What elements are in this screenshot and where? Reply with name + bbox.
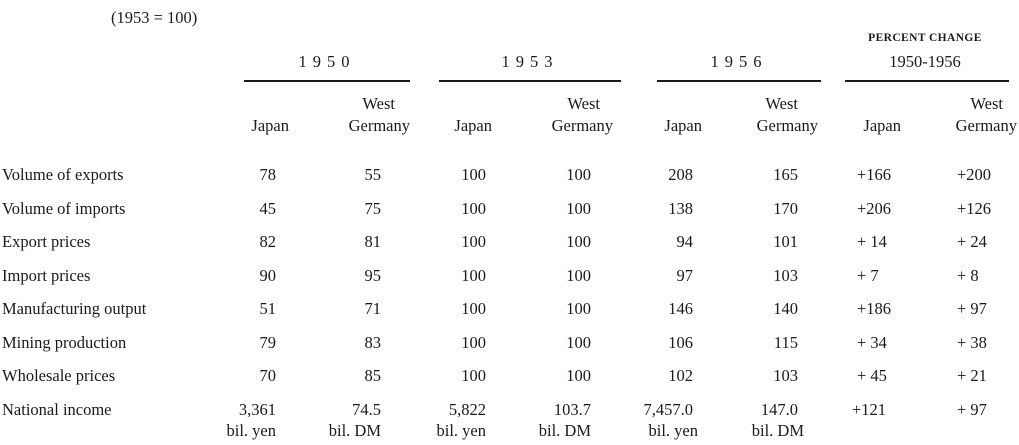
cell-1950-germany: 83 <box>364 333 381 352</box>
cell-1956-japan: 138 <box>668 199 693 218</box>
cell-change-japan: +121 <box>852 400 887 419</box>
cell-1950-japan: 45 <box>259 199 276 218</box>
year-header-1950: 1950 <box>298 52 356 71</box>
cell-1953-japan: 5,822 <box>448 400 486 419</box>
cell-1950-japan: 90 <box>259 266 276 285</box>
unit-label: bil. yen <box>436 421 486 440</box>
cell-1950-japan: 51 <box>259 299 276 318</box>
cell-1953-germany: 100 <box>566 299 591 318</box>
cell-change-germany: + 21 <box>957 366 987 385</box>
cell-1950-japan: 3,361 <box>238 400 276 419</box>
cell-1950-germany: 81 <box>364 232 381 251</box>
cell-1950-germany: 74.5 <box>352 400 381 419</box>
cell-change-germany: + 97 <box>957 400 987 419</box>
cell-1956-germany: 115 <box>773 333 798 352</box>
cell-1956-japan: 106 <box>668 333 693 352</box>
cell-1953-japan: 100 <box>461 199 486 218</box>
cell-1956-japan: 208 <box>668 165 693 184</box>
unit-label: bil. DM <box>538 421 591 440</box>
cell-1956-japan: 7,457.0 <box>643 400 693 419</box>
col-header-japan: Japan <box>454 116 492 135</box>
row-label: Import prices <box>2 266 91 285</box>
cell-1953-japan: 100 <box>461 266 486 285</box>
unit-label: bil. yen <box>648 421 698 440</box>
row-label: Manufacturing output <box>2 299 147 318</box>
col-header-west: West <box>567 94 600 113</box>
base-year-note: (1953 = 100) <box>111 8 198 27</box>
cell-1950-japan: 79 <box>259 333 276 352</box>
row-label: Volume of imports <box>2 199 126 218</box>
col-header-germany: Germany <box>955 116 1017 135</box>
cell-1953-germany: 100 <box>566 199 591 218</box>
cell-1950-germany: 75 <box>364 199 381 218</box>
cell-change-japan: + 7 <box>857 266 879 285</box>
cell-1956-germany: 103 <box>773 366 798 385</box>
cell-1956-germany: 147.0 <box>760 400 798 419</box>
cell-change-germany: + 24 <box>957 232 987 251</box>
cell-1956-japan: 97 <box>676 266 693 285</box>
cell-1953-germany: 100 <box>566 165 591 184</box>
cell-1953-germany: 103.7 <box>553 400 591 419</box>
cell-change-japan: + 34 <box>857 333 887 352</box>
row-label: Volume of exports <box>2 165 124 184</box>
cell-change-japan: +206 <box>857 199 892 218</box>
cell-1956-japan: 94 <box>676 232 693 251</box>
cell-1950-germany: 95 <box>364 266 381 285</box>
rule-1953 <box>439 80 621 82</box>
row-label: Export prices <box>2 232 91 251</box>
cell-1956-germany: 103 <box>773 266 798 285</box>
cell-change-japan: + 14 <box>857 232 887 251</box>
col-header-japan: Japan <box>664 116 702 135</box>
col-header-west: West <box>765 94 798 113</box>
cell-1956-japan: 102 <box>668 366 693 385</box>
cell-change-japan: +186 <box>857 299 892 318</box>
col-header-japan: Japan <box>251 116 289 135</box>
col-header-germany: Germany <box>551 116 613 135</box>
cell-1953-japan: 100 <box>461 165 486 184</box>
cell-1953-japan: 100 <box>461 299 486 318</box>
col-header-japan: Japan <box>863 116 901 135</box>
col-header-germany: Germany <box>348 116 410 135</box>
unit-label: bil. yen <box>226 421 276 440</box>
cell-1956-japan: 146 <box>668 299 693 318</box>
percent-change-label: PERCENT CHANGE <box>868 32 982 44</box>
cell-1953-germany: 100 <box>566 232 591 251</box>
cell-1953-japan: 100 <box>461 333 486 352</box>
cell-change-germany: +200 <box>957 165 992 184</box>
rule-1956 <box>657 80 821 82</box>
cell-1950-germany: 55 <box>364 165 381 184</box>
cell-1950-japan: 82 <box>259 232 276 251</box>
cell-1956-germany: 140 <box>773 299 798 318</box>
cell-1956-germany: 165 <box>773 165 798 184</box>
cell-1953-germany: 100 <box>566 366 591 385</box>
row-label: Wholesale prices <box>2 366 116 385</box>
row-label: National income <box>2 400 112 419</box>
col-header-west: West <box>970 94 1003 113</box>
rule-1950 <box>244 80 410 82</box>
cell-1950-germany: 85 <box>364 366 381 385</box>
cell-1950-germany: 71 <box>364 299 381 318</box>
cell-change-japan: +166 <box>857 165 892 184</box>
unit-label: bil. DM <box>328 421 381 440</box>
year-header-1953: 1953 <box>501 52 559 71</box>
cell-1956-germany: 170 <box>773 199 798 218</box>
row-label: Mining production <box>2 333 127 352</box>
cell-1953-germany: 100 <box>566 333 591 352</box>
cell-1953-japan: 100 <box>461 232 486 251</box>
year-header-1956: 1956 <box>710 52 768 71</box>
cell-1950-japan: 78 <box>259 165 276 184</box>
col-header-germany: Germany <box>756 116 818 135</box>
rule-percent-change <box>845 80 1009 82</box>
cell-1956-germany: 101 <box>773 232 798 251</box>
cell-change-germany: + 97 <box>957 299 987 318</box>
cell-1950-japan: 70 <box>259 366 276 385</box>
cell-change-germany: + 8 <box>957 266 979 285</box>
col-header-west: West <box>362 94 395 113</box>
cell-1953-japan: 100 <box>461 366 486 385</box>
year-header-range: 1950-1956 <box>889 52 961 71</box>
cell-change-japan: + 45 <box>857 366 887 385</box>
cell-change-germany: +126 <box>957 199 992 218</box>
unit-label: bil. DM <box>751 421 804 440</box>
cell-1953-germany: 100 <box>566 266 591 285</box>
cell-change-germany: + 38 <box>957 333 987 352</box>
